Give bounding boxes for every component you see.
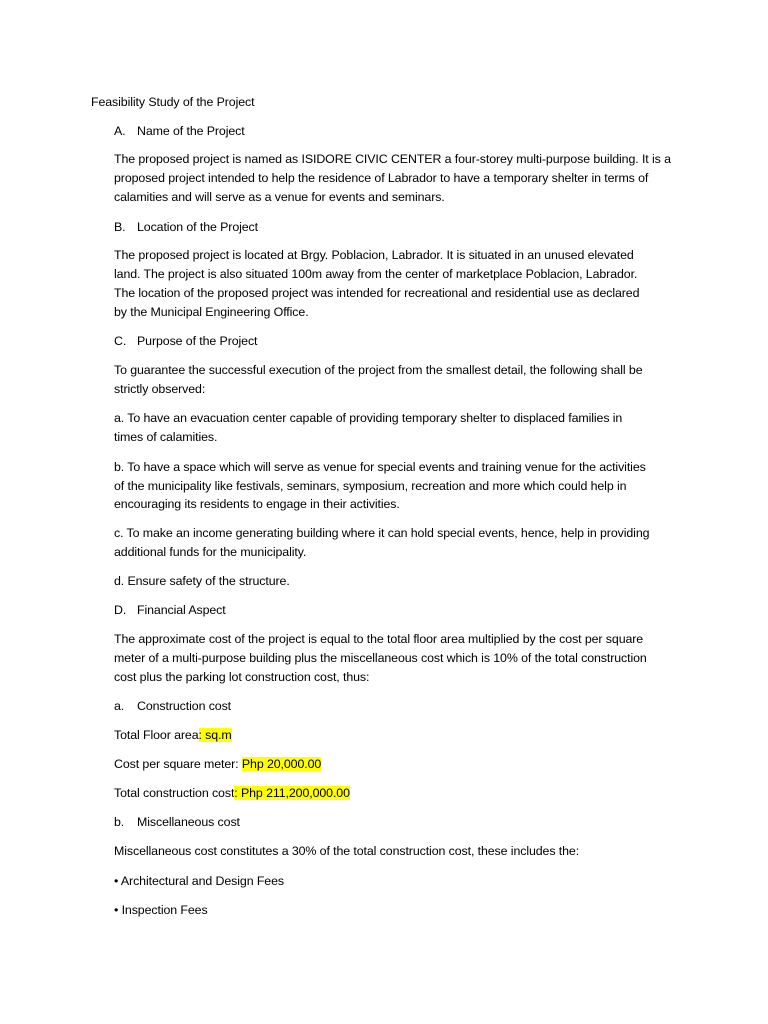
cost-per-sqm-row bbox=[114, 755, 674, 774]
section-b-line: by the Municipal Engineering Office. bbox=[114, 305, 309, 319]
construction-cost-marker: a. bbox=[114, 699, 125, 713]
total-construction-cost-value: : Php 211,200,000.00 bbox=[234, 786, 350, 800]
purpose-item-b-line: encouraging its residents to engage in their activities. bbox=[114, 497, 400, 511]
purpose-item-a-line: times of calamities. bbox=[114, 430, 218, 444]
floor-area-row bbox=[114, 726, 674, 745]
misc-cost-heading bbox=[114, 813, 674, 832]
section-c-intro-line: To guarantee the successful execution of the project from the smallest detail, the following shall be bbox=[114, 363, 643, 377]
total-construction-cost-row bbox=[114, 784, 674, 803]
section-a-line: calamities and will serve as a venue for events and seminars. bbox=[114, 190, 445, 204]
section-c-title: Purpose of the Project bbox=[137, 334, 258, 348]
section-b-title: Location of the Project bbox=[137, 220, 258, 234]
total-construction-cost-label: Total construction cost bbox=[114, 786, 235, 800]
floor-area-label: Total Floor area bbox=[114, 728, 199, 742]
purpose-item-b-line: of the municipality like festivals, seminars, symposium, recreation and more which could help in bbox=[114, 479, 627, 493]
construction-cost-title: Construction cost bbox=[137, 699, 232, 713]
section-b-line: The location of the proposed project was intended for recreational and residential use as declared bbox=[114, 286, 640, 300]
misc-cost-marker: b. bbox=[114, 815, 125, 829]
section-d-line: meter of a multi-purpose building plus the miscellaneous cost which is 10% of the total construction bbox=[114, 651, 647, 665]
purpose-item-d: d. Ensure safety of the structure. bbox=[114, 574, 290, 588]
section-a-line: The proposed project is named as ISIDORE CIVIC CENTER a four-storey multi-purpose building. It is a bbox=[114, 152, 671, 166]
section-d-marker: D. bbox=[114, 603, 127, 617]
purpose-item-c-line: c. To make an income generating building where it can hold special events, hence, help in providing bbox=[114, 526, 650, 540]
section-b-marker: B. bbox=[114, 220, 126, 234]
section-d-line: cost plus the parking lot construction cost, thus: bbox=[114, 670, 370, 684]
purpose-item-b-line: b. To have a space which will serve as venue for special events and training venue for the activities bbox=[114, 460, 646, 474]
floor-area-value: : sq.m bbox=[198, 728, 232, 742]
section-a-heading bbox=[114, 122, 674, 141]
section-c-intro-line: strictly observed: bbox=[114, 382, 206, 396]
section-a-title: Name of the Project bbox=[137, 124, 245, 138]
document-title: Feasibility Study of the Project bbox=[91, 95, 255, 109]
section-a-marker: A. bbox=[114, 124, 126, 138]
purpose-item-c-line: additional funds for the municipality. bbox=[114, 545, 307, 559]
section-b-line: The proposed project is located at Brgy. Poblacion, Labrador. It is situated in an unused elevated bbox=[114, 248, 634, 262]
misc-cost-intro: Miscellaneous cost constitutes a 30% of the total construction cost, these includes the: bbox=[114, 844, 580, 858]
section-c-marker: C. bbox=[114, 334, 127, 348]
section-d-heading bbox=[114, 601, 674, 620]
section-c-heading bbox=[114, 332, 674, 351]
purpose-item-a-line: a. To have an evacuation center capable of providing temporary shelter to displaced families in bbox=[114, 411, 623, 425]
construction-cost-heading bbox=[114, 697, 674, 716]
misc-cost-title: Miscellaneous cost bbox=[137, 815, 240, 829]
section-d-line: The approximate cost of the project is equal to the total floor area multiplied by the cost per square bbox=[114, 632, 644, 646]
section-a-line: proposed project intended to help the residence of Labrador to have a temporary shelter in terms of bbox=[114, 171, 649, 185]
misc-bullet-item: • Architectural and Design Fees bbox=[114, 874, 284, 888]
misc-bullet-item: • Inspection Fees bbox=[114, 903, 208, 917]
section-b-line: land. The project is also situated 100m away from the center of marketplace Poblacion, Labrador. bbox=[114, 267, 638, 281]
section-b-heading bbox=[114, 218, 674, 237]
section-d-title: Financial Aspect bbox=[137, 603, 226, 617]
cost-per-sqm-value: Php 20,000.00 bbox=[241, 757, 322, 771]
cost-per-sqm-label: Cost per square meter: bbox=[114, 757, 242, 771]
